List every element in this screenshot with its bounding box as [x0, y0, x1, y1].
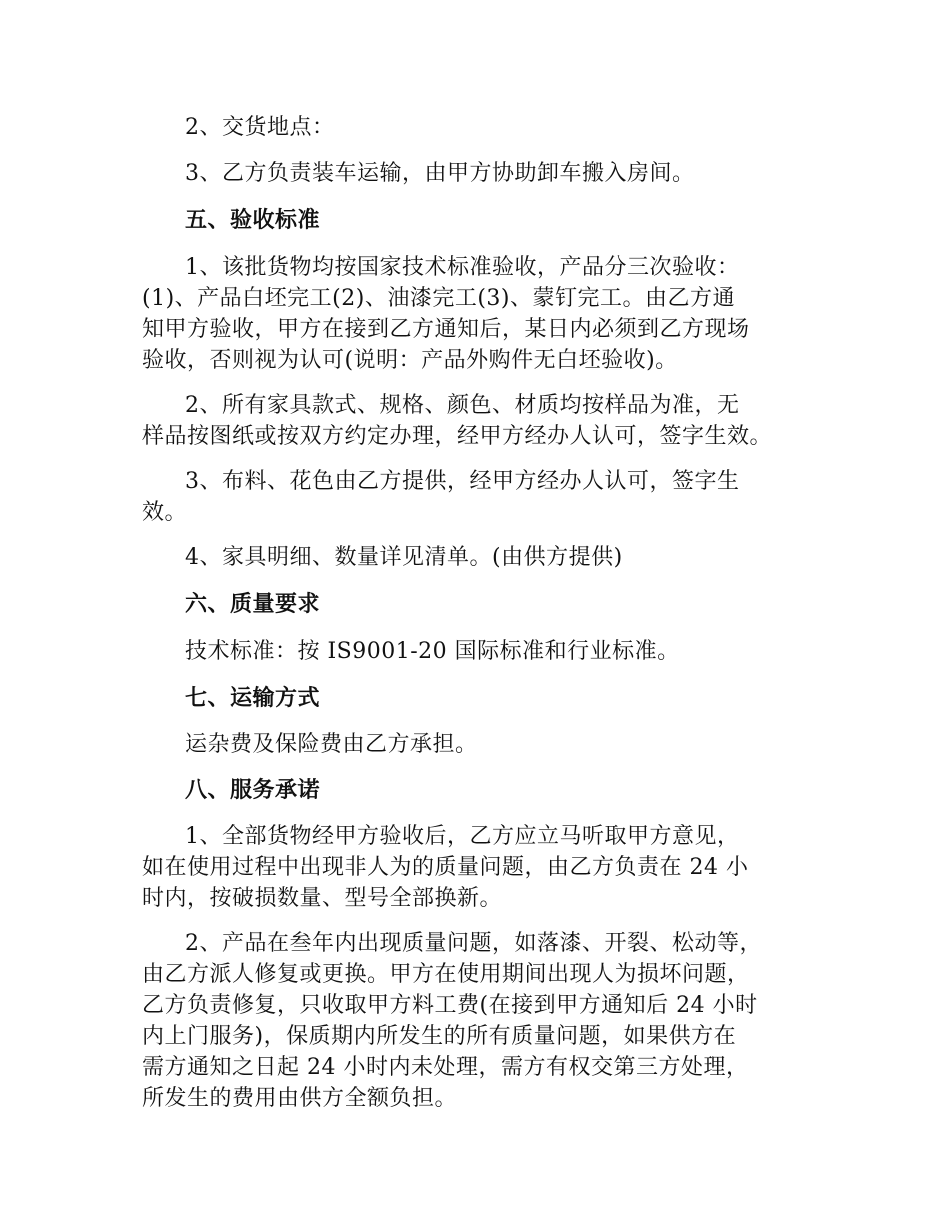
service-clause-1-line-1: 1、全部货物经甲方验收后，乙方应立马听取甲方意见， [185, 824, 740, 849]
service-clause-1-line-2: 如在使用过程中出现非人为的质量问题，由乙方负责在 24 小 [142, 855, 749, 880]
acceptance-clause-4-line: 4、家具明细、数量详见清单。(由供方提供) [185, 545, 623, 570]
acceptance-clause-1-line-3: 知甲方验收，甲方在接到乙方通知后，某日内必须到乙方现场 [142, 317, 750, 342]
service-clause-2-line-4: 内上门服务)，保质期内所发生的所有质量问题，如果供方在 [142, 1024, 737, 1049]
acceptance-clause-1-line-2: (1)、产品白坯完工(2)、油漆完工(3)、蒙钉完工。由乙方通 [142, 286, 735, 311]
acceptance-clause-3-line-1: 3、布料、花色由乙方提供，经甲方经办人认可，签字生 [185, 469, 740, 494]
delivery-location-line: 2、交货地点： [185, 115, 335, 140]
acceptance-clause-3-line-2: 效。 [142, 500, 188, 525]
transport-responsibility-line: 3、乙方负责装车运输，由甲方协助卸车搬入房间。 [185, 161, 695, 186]
service-clause-2-line-3: 乙方负责修复，只收取甲方料工费(在接到甲方通知后 24 小时 [142, 993, 758, 1018]
section-heading-acceptance: 五、验收标准 [185, 207, 321, 233]
acceptance-clause-2-line-1: 2、所有家具款式、规格、颜色、材质均按样品为准，无 [185, 393, 740, 418]
acceptance-clause-1-line-1: 1、该批货物均按国家技术标准验收，产品分三次验收： [185, 255, 740, 280]
quality-standard-line: 技术标准：按 IS9001-20 国际标准和行业标准。 [185, 639, 680, 664]
acceptance-clause-2-line-2: 样品按图纸或按双方约定办理，经甲方经办人认可，签字生效。 [142, 424, 773, 449]
section-heading-service: 八、服务承诺 [185, 777, 321, 803]
service-clause-2-line-2: 由乙方派人修复或更换。甲方在使用期间出现人为损坏问题， [142, 962, 750, 987]
service-clause-2-line-1: 2、产品在叁年内出现质量问题，如落漆、开裂、松动等， [185, 931, 762, 956]
acceptance-clause-1-line-4: 验收，否则视为认可(说明：产品外购件无白坯验收)。 [142, 348, 678, 373]
service-clause-2-line-6: 所发生的费用由供方全额负担。 [142, 1086, 458, 1111]
section-heading-quality: 六、质量要求 [185, 591, 321, 617]
service-clause-2-line-5: 需方通知之日起 24 小时内未处理，需方有权交第三方处理， [142, 1055, 749, 1080]
section-heading-transport: 七、运输方式 [185, 685, 321, 711]
service-clause-1-line-3: 时内，按破损数量、型号全部换新。 [142, 886, 503, 911]
transport-cost-line: 运杂费及保险费由乙方承担。 [185, 732, 478, 757]
